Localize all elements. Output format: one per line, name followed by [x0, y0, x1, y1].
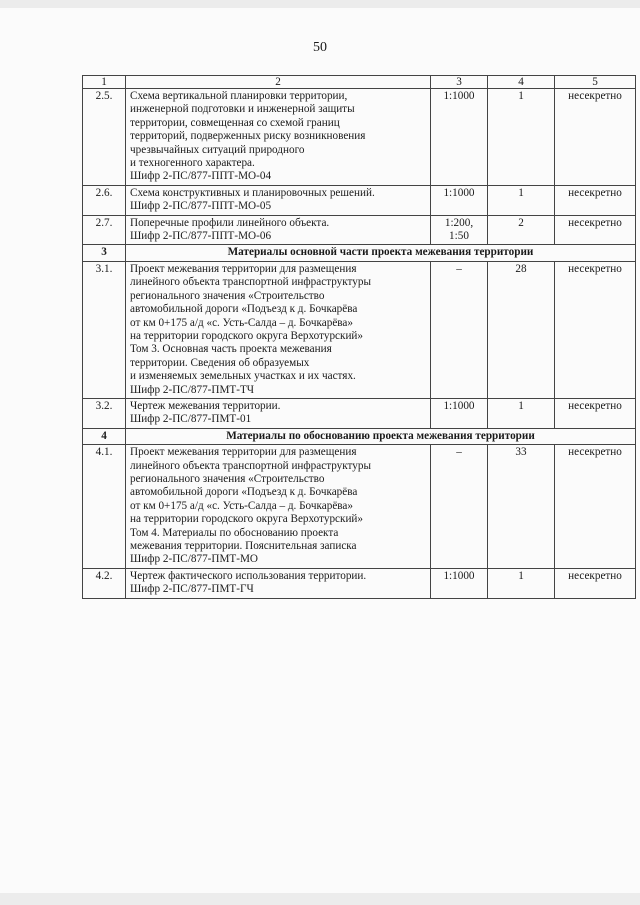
- document-registry-table: [82, 75, 636, 599]
- column-number-1: 1: [83, 76, 126, 89]
- row-scale: 1:1000: [431, 398, 488, 428]
- row-number: 2.7.: [83, 215, 126, 245]
- row-number: 4.1.: [83, 445, 126, 569]
- row-description: Чертеж фактического использования территории. Шифр 2-ПС/877-ПМТ-ГЧ: [126, 568, 431, 598]
- column-number-4: 4: [488, 76, 555, 89]
- row-secrecy: несекретно: [555, 185, 636, 215]
- section-number: 4: [83, 428, 126, 444]
- table-row: [83, 568, 636, 598]
- row-sheet-count: 1: [488, 568, 555, 598]
- section-heading-row: [83, 245, 636, 261]
- row-number: 2.6.: [83, 185, 126, 215]
- row-sheet-count: 1: [488, 89, 555, 186]
- row-description: Чертеж межевания территории. Шифр 2-ПС/877-ПМТ-01: [126, 398, 431, 428]
- row-scale: 1:1000: [431, 89, 488, 186]
- row-number: 4.2.: [83, 568, 126, 598]
- row-scale: –: [431, 445, 488, 569]
- page-number: 50: [313, 40, 327, 55]
- table-row: [83, 215, 636, 245]
- column-number-5: 5: [555, 76, 636, 89]
- row-secrecy: несекретно: [555, 568, 636, 598]
- row-sheet-count: 33: [488, 445, 555, 569]
- row-sheet-count: 1: [488, 398, 555, 428]
- section-number: 3: [83, 245, 126, 261]
- row-description: Схема вертикальной планировки территории, инженерной подготовки и инженерной защиты территории, совмещенная со схемой границ территорий, подверженных риску возникновения чрезвычайных ситуаций природного и техногенного характера. Шифр 2-ПС/877-ППТ-МО-04: [126, 89, 431, 186]
- row-secrecy: несекретно: [555, 445, 636, 569]
- row-description: Поперечные профили линейного объекта. Шифр 2-ПС/877-ППТ-МО-06: [126, 215, 431, 245]
- row-secrecy: несекретно: [555, 398, 636, 428]
- row-description: Проект межевания территории для размещения линейного объекта транспортной инфраструктуры регионального значения «Строительство автомобильной дороги «Подъезд к д. Бочкарёва от км 0+175 а/д «с. Усть-Салда – д. Бочкарёва» на территории городского округа Верхотурский» Том 4. Материалы по обоснованию проекта межевания территории. Пояснительная записка Шифр 2-ПС/877-ПМТ-МО: [126, 445, 431, 569]
- row-secrecy: несекретно: [555, 215, 636, 245]
- row-number: 3.1.: [83, 261, 126, 398]
- row-secrecy: несекретно: [555, 261, 636, 398]
- row-scale: 1:1000: [431, 185, 488, 215]
- row-secrecy: несекретно: [555, 89, 636, 186]
- row-sheet-count: 1: [488, 185, 555, 215]
- table-row: [83, 398, 636, 428]
- row-number: 3.2.: [83, 398, 126, 428]
- row-description: Схема конструктивных и планировочных решений. Шифр 2-ПС/877-ППТ-МО-05: [126, 185, 431, 215]
- row-scale: 1:200, 1:50: [431, 215, 488, 245]
- column-number-row: [83, 76, 636, 89]
- document-page: [0, 8, 640, 893]
- table-row: [83, 445, 636, 569]
- row-number: 2.5.: [83, 89, 126, 186]
- column-number-2: 2: [126, 76, 431, 89]
- row-description: Проект межевания территории для размещения линейного объекта транспортной инфраструктуры регионального значения «Строительство автомобильной дороги «Подъезд к д. Бочкарёва от км 0+175 а/д «с. Усть-Салда – д. Бочкарёва» на территории городского округа Верхотурский» Том 3. Основная часть проекта межевания территории. Сведения об образуемых и изменяемых земельных участках и их частях. Шифр 2-ПС/877-ПМТ-ТЧ: [126, 261, 431, 398]
- row-scale: –: [431, 261, 488, 398]
- table-row: [83, 261, 636, 398]
- column-number-3: 3: [431, 76, 488, 89]
- row-sheet-count: 28: [488, 261, 555, 398]
- row-scale: 1:1000: [431, 568, 488, 598]
- section-title: Материалы основной части проекта межевания территории: [126, 245, 636, 261]
- section-heading-row: [83, 428, 636, 444]
- table-row: [83, 89, 636, 186]
- row-sheet-count: 2: [488, 215, 555, 245]
- table-row: [83, 185, 636, 215]
- section-title: Материалы по обоснованию проекта межевания территории: [126, 428, 636, 444]
